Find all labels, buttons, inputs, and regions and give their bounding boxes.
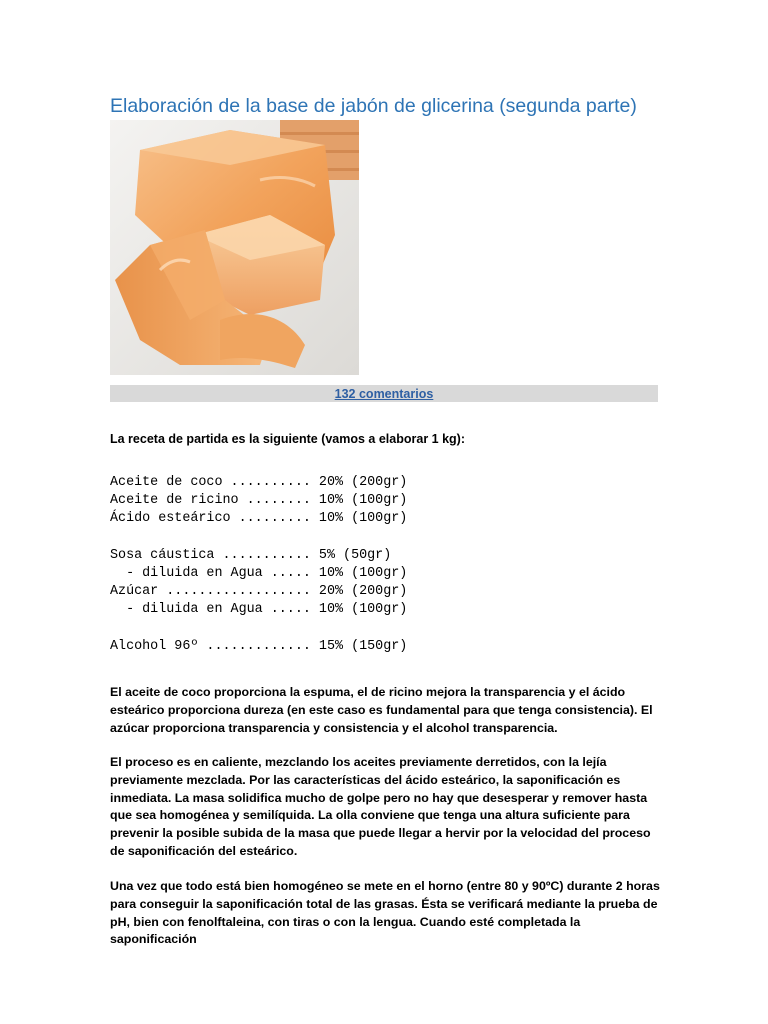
paragraph-oven: Una vez que todo está bien homogéneo se mete en el horno (entre 80 y 90ºC) durante 2 horas para conseguir la saponificación total de las grasas. Ésta se verificará mediante la prueba de pH, bien con fenolftaleina, con tiras o con la lengua. Cuando esté completada la saponificación — [110, 879, 660, 947]
recipe-line: - diluida en Agua ..... 10% (100gr) — [110, 602, 408, 618]
soap-blocks-illustration — [110, 120, 359, 375]
recipe-line-blank — [110, 529, 670, 547]
recipe-line: Azúcar .................. 20% (200gr) — [110, 584, 408, 600]
soap-photo — [110, 120, 359, 375]
recipe-line: Aceite de ricino ........ 10% (100gr) — [110, 493, 408, 509]
comments-bar — [110, 385, 658, 402]
recipe-list — [110, 474, 670, 656]
paragraph-ingredients: El aceite de coco proporciona la espuma, el de ricino mejora la transparencia y el ácido esteárico proporciona dureza (en este caso es fundamental para que tenga consistencia). El azúcar proporciona transparencia y consistencia y el alcohol transparencia. — [110, 685, 653, 735]
recipe-intro: La receta de partida es la siguiente (vamos a elaborar 1 kg): — [110, 432, 465, 446]
recipe-line-blank — [110, 620, 670, 638]
recipe-line: Sosa cáustica ........... 5% (50gr) — [110, 547, 392, 563]
recipe-line: Alcohol 96º ............. 15% (150gr) — [110, 638, 408, 654]
page-title: Elaboración de la base de jabón de glicerina (segunda parte) — [110, 95, 637, 117]
comments-link[interactable]: 132 comentarios — [334, 387, 434, 401]
recipe-line: Ácido esteárico ......... 10% (100gr) — [110, 511, 408, 527]
paragraph-process: El proceso es en caliente, mezclando los aceites previamente derretidos, con la lejía previamente mezclada. Por las características del ácido esteárico, la saponificación es inmediata. La masa solidifica mucho de golpe pero no hay que desesperar y remover hasta que sea homogénea y semilíquida. La olla conviene que tenga una altura suficiente para prevenir la posible subida de la masa que puede llegar a hervir por la velocidad del proceso de saponificación del esteárico. — [110, 755, 651, 858]
recipe-line: - diluida en Agua ..... 10% (100gr) — [110, 565, 408, 581]
recipe-line: Aceite de coco .......... 20% (200gr) — [110, 475, 408, 490]
